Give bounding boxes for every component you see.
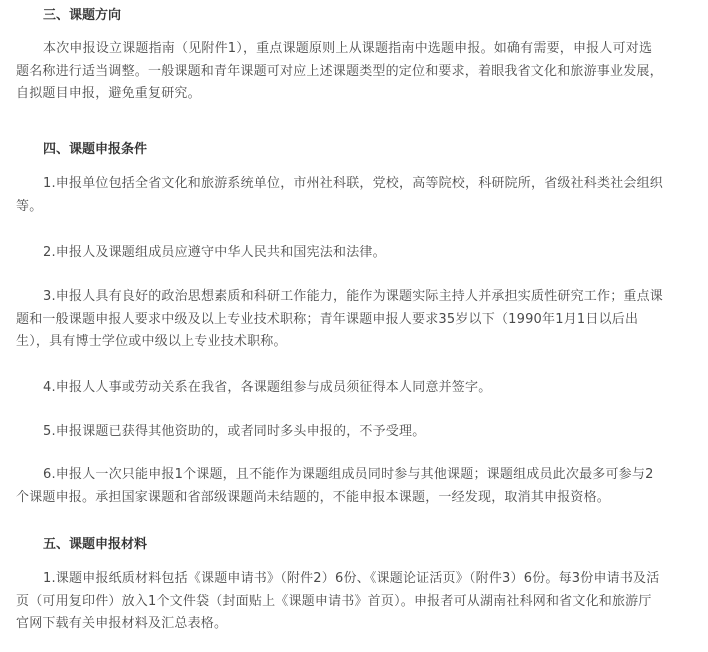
section-five-heading: 五、课题申报材料	[43, 537, 148, 552]
condition-item-3: 3.申报人具有良好的政治思想素质和科研工作能力，能作为课题实际主持人并承担实质性研究工作；重点课题和一般课题申报人要求中级及以上专业技术职称；青年课题申报人要求35岁以下（1990年1月1日以后出生），具有博士学位或中级以上专业技术职称。	[16, 289, 664, 349]
materials-item-1: 1.课题申报纸质材料包括《课题申请书》（附件2）6份、《课题论证活页》（附件3）6份。每3份申请书及活页（可用复印件）放入1个文件袋（封面贴上《课题申请书》首页）。申报者可从湖南社科网和省文化和旅游厅官网下载有关申报材料及汇总表格。	[16, 571, 660, 631]
section-three-paragraph: 本次申报设立课题指南（见附件1），重点课题原则上从课题指南中选题申报。如确有需要，申报人可对选题名称进行适当调整。一般课题和青年课题可对应上述课题类型的定位和要求，着眼我省文化和旅游事业发展，自拟题目申报，避免重复研究。	[16, 41, 663, 101]
section-four-heading: 四、课题申报条件	[43, 142, 148, 157]
condition-item-1: 1.申报单位包括全省文化和旅游系统单位，市州社科联，党校，高等院校，科研院所，省级社科类社会组织等。	[16, 176, 664, 214]
condition-item-2: 2.申报人及课题组成员应遵守中华人民共和国宪法和法律。	[43, 245, 386, 260]
section-three-heading: 三、课题方向	[43, 8, 122, 23]
condition-item-4: 4.申报人人事或劳动关系在我省，各课题组参与成员须征得本人同意并签字。	[43, 380, 492, 395]
condition-item-5: 5.申报课题已获得其他资助的，或者同时多头申报的，不予受理。	[43, 424, 426, 439]
condition-item-6: 6.申报人一次只能申报1个课题，且不能作为课题组成员同时参与其他课题；课题组成员此次最多可参与2个课题申报。承担国家课题和省部级课题尚未结题的，不能申报本课题，一经发现，取消其申报资格。	[16, 467, 654, 505]
